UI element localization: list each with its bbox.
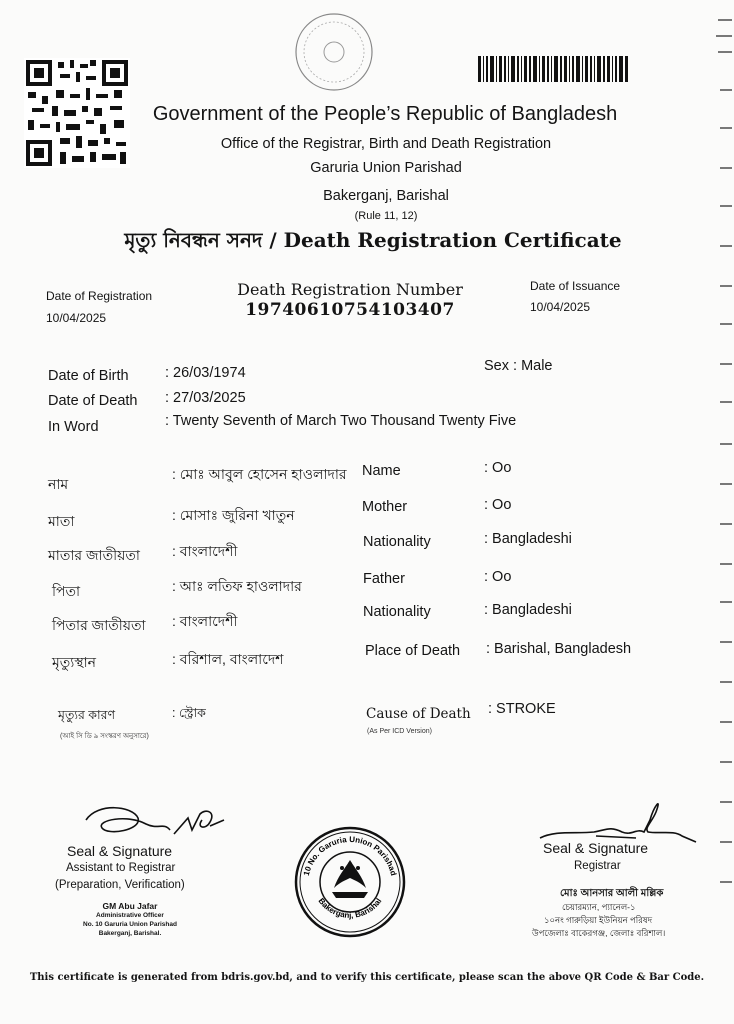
en-father-value: : Oo [484, 569, 512, 585]
bn-mother-nationality-label: মাতার জাতীয়তা [48, 547, 140, 563]
office-title: Office of the Registrar, Birth and Death Registration [220, 136, 552, 152]
en-cause-value: : STROKE [488, 701, 556, 717]
emblem-seal-icon [286, 10, 382, 94]
bn-father-label: পিতা [52, 583, 81, 599]
left-officer-place: Bakerganj, Barishal. [98, 930, 162, 937]
union-stamp [294, 826, 406, 938]
left-officer-title: Administrative Officer [96, 912, 164, 919]
union-name: Garuria Union Parishad [310, 160, 462, 176]
bn-cause-note: (আই সি ডি ৯ সংস্করণ অনুসারে) [60, 733, 149, 740]
inword-value: : Twenty Seventh of March Two Thousand Twenty Five [165, 413, 517, 429]
dob-label: Date of Birth [48, 368, 129, 384]
registration-date-value: 10/04/2025 [46, 311, 107, 325]
barcode-icon [478, 56, 628, 82]
left-officer-name: GM Abu Jafar [102, 901, 158, 911]
registration-number-label: Death Registration Number [237, 280, 463, 299]
assistant-signature [78, 800, 228, 848]
en-name-value: : Oo [484, 460, 512, 476]
bn-father-nationality-value: : বাংলাদেশী [172, 613, 238, 629]
registration-date-label: Date of Registration [46, 289, 153, 303]
en-father-nationality-value: : Bangladeshi [484, 602, 572, 618]
registrar-line2: চেয়ারম্যান, প্যানেল-১ [562, 902, 636, 912]
left-seal-label: Seal & Signature [67, 843, 173, 859]
issuance-date-value: 10/04/2025 [530, 300, 591, 314]
left-role: Assistant to Registrar [66, 862, 176, 874]
bn-place-label: মৃত্যুস্থান [52, 654, 97, 670]
en-father-label: Father [363, 571, 405, 587]
bn-place-value: : বরিশাল, বাংলাদেশ [172, 651, 284, 667]
registrar-name: মোঃ আনসার আলী মল্লিক [560, 888, 664, 899]
government-title: Government of the People’s Republic of Bangladesh [152, 103, 618, 125]
dob-value: : 26/03/1974 [165, 365, 246, 381]
right-seal-label: Seal & Signature [543, 840, 649, 856]
dod-value: : 27/03/2025 [165, 390, 246, 406]
bn-cause-label: মৃত্যুর কারণ [58, 708, 116, 722]
right-role: Registrar [574, 860, 621, 872]
bn-cause-value: : স্ট্রোক [172, 706, 206, 720]
en-mother-label: Mother [362, 499, 408, 515]
rule-reference: (Rule 11, 12) [354, 210, 418, 222]
footer-verification-note: This certificate is generated from bdris.gov.bd, and to verify this certificate, please scan the above QR Code & Bar Code. [29, 972, 705, 983]
bn-mother-label: মাতা [48, 513, 75, 529]
inword-label: In Word [48, 419, 99, 435]
stamp-bottom-text: Bakerganj, Barishal [316, 896, 384, 920]
en-father-nationality-label: Nationality [363, 604, 431, 620]
en-place-label: Place of Death [365, 643, 461, 659]
certificate-title: মৃত্যু নিবন্ধন সনদ / Death Registration Certificate [124, 228, 622, 252]
stamp-top-text: 10 No. Garuria Union Parishad [301, 834, 399, 877]
dod-label: Date of Death [48, 393, 138, 409]
office-location: Bakerganj, Barishal [323, 188, 449, 204]
en-cause-label: Cause of Death [366, 706, 471, 722]
registrar-line4: উপজেলাঃ বাকেরগঞ্জ, জেলাঃ বরিশাল। [532, 928, 666, 938]
left-officer-office: No. 10 Garuria Union Parishad [83, 921, 177, 928]
sex-value: Sex : Male [484, 358, 553, 374]
en-mother-nationality-label: Nationality [363, 534, 431, 550]
bn-father-nationality-label: পিতার জাতীয়তা [52, 617, 146, 633]
issuance-date-label: Date of Issuance [530, 279, 621, 293]
bn-name-value: : মোঃ আবুল হোসেন হাওলাদার [172, 466, 347, 482]
registrar-line3: ১০নং গারুড়িয়া ইউনিয়ন পরিষদ [544, 915, 653, 925]
bn-name-label: নাম [48, 476, 69, 492]
en-mother-nationality-value: : Bangladeshi [484, 531, 572, 547]
left-role-detail: (Preparation, Verification) [55, 879, 185, 891]
bn-mother-value: : মোসাঃ জুরিনা খাতুন [172, 507, 295, 523]
en-name-label: Name [362, 463, 401, 479]
page-edge-decoration [706, 0, 734, 1024]
registration-number-value: 19740610754103407 [245, 300, 455, 320]
en-place-value: : Barishal, Bangladesh [486, 641, 632, 657]
en-mother-value: : Oo [484, 497, 512, 513]
bn-father-value: : আঃ লতিফ হাওলাদার [172, 578, 302, 594]
bn-mother-nationality-value: : বাংলাদেশী [172, 543, 238, 559]
en-cause-note: (As Per ICD Version) [367, 728, 432, 735]
